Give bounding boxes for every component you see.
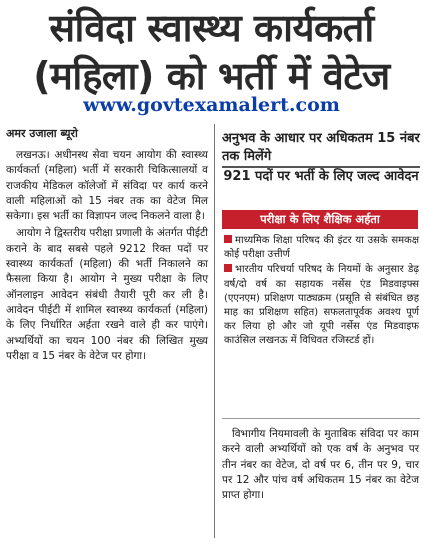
headline-line-1: संविदा स्वास्थ्य कार्यकर्ता bbox=[49, 6, 374, 50]
watermark-url[interactable]: www.govtexamalert.com bbox=[83, 94, 340, 116]
qualification-item-1 bbox=[224, 234, 419, 262]
qualification-list bbox=[224, 234, 419, 350]
byline: अमर उजाला ब्यूरो bbox=[6, 127, 78, 140]
right-heading-experience: अनुभव के आधार पर अधिकतम 15 नंबर तक मिलेंगे bbox=[222, 131, 420, 164]
left-paragraph-1: लखनऊ। अधीनस्थ सेवा चयन आयोग की स्वास्थ्य कार्यकर्ता (महिला) भर्ती में सरकारी चिकित्सालयों व राजकीय मेडिकल कॉलेजों में संविदा पर कार्य करने वाली महिलाओं को 15 नंबर तक का वेटेज मिल सकेगा। इस भर्ती का विज्ञापन जल्द निकलने वाला है। bbox=[6, 149, 208, 223]
right-heading-vacancies: 921 पदों पर भर्ती के लिए जल्द आवेदन bbox=[223, 169, 419, 184]
headline-line-2: (महिला) को भर्ती में वेटेज bbox=[33, 54, 390, 98]
qualification-bar: परीक्षा के लिए शैक्षिक अर्हता bbox=[222, 210, 418, 229]
weightage-paragraph: विभागीय नियमावली के मुताबिक संविदा पर काम करने वाली अभ्यर्थियों को एक वर्ष के अनुभव पर तीन नंबर का वेटेज, दो वर्ष पर 6, तीन पर 9, चार पर 12 और पांच वर्ष अधिकतम 15 नंबर का वेटेज प्राप्त होगा। bbox=[222, 428, 419, 502]
qualification-item-2 bbox=[224, 263, 419, 348]
left-paragraph-2: आयोग ने द्विस्तरीय परीक्षा प्रणाली के अंतर्गत पीईटी कराने के बाद सबसे पहले 9212 रिक्त पदों पर स्वास्थ्य कार्यकर्ता (महिला) की भर्ती निकालने का फैसला किया है। आयोग ने मुख्य परीक्षा के लिए ऑनलाइन आवेदन संबंधी तैयारी पूरी कर ली है। आवेदन पीईटी में शामिल स्वास्थ्य कार्यकर्ता (महिला) के लिए निर्धारित अर्हता रखने वाले ही कर पाएंगे। अभ्यर्थियों का चयन 100 नंबर की लिखित मुख्य परीक्षा व 15 नंबर के वेटेज पर होगा। bbox=[6, 227, 208, 362]
left-column bbox=[6, 148, 208, 366]
column-divider bbox=[214, 124, 215, 538]
bullet-square-icon bbox=[224, 235, 232, 243]
bullet-square-icon bbox=[224, 264, 232, 272]
qualification-item-2-text: भारतीय परिचर्या परिषद के नियमों के अनुसार डेढ़ वर्ष/दो वर्ष का सहायक नर्सेस एंड मिडवाइफ्स (एएनएम) प्रशिक्षण पाठ्यक्रम (प्रसूति से संबंधित छह माह का प्रशिक्षण सहित) सफलतापूर्वक अवश्य पूर्ण कर लिया हो और जो यूपी नर्सेस एंड मिडवाइफ काउंसिल लखनऊ में विधिवत रजिस्टर्ड हों। bbox=[224, 264, 419, 347]
qualification-item-1-text: माध्यमिक शिक्षा परिषद की इंटर या उसके समकक्ष कोई परीक्षा उत्तीर्ण bbox=[224, 235, 419, 261]
section-divider bbox=[222, 418, 420, 419]
